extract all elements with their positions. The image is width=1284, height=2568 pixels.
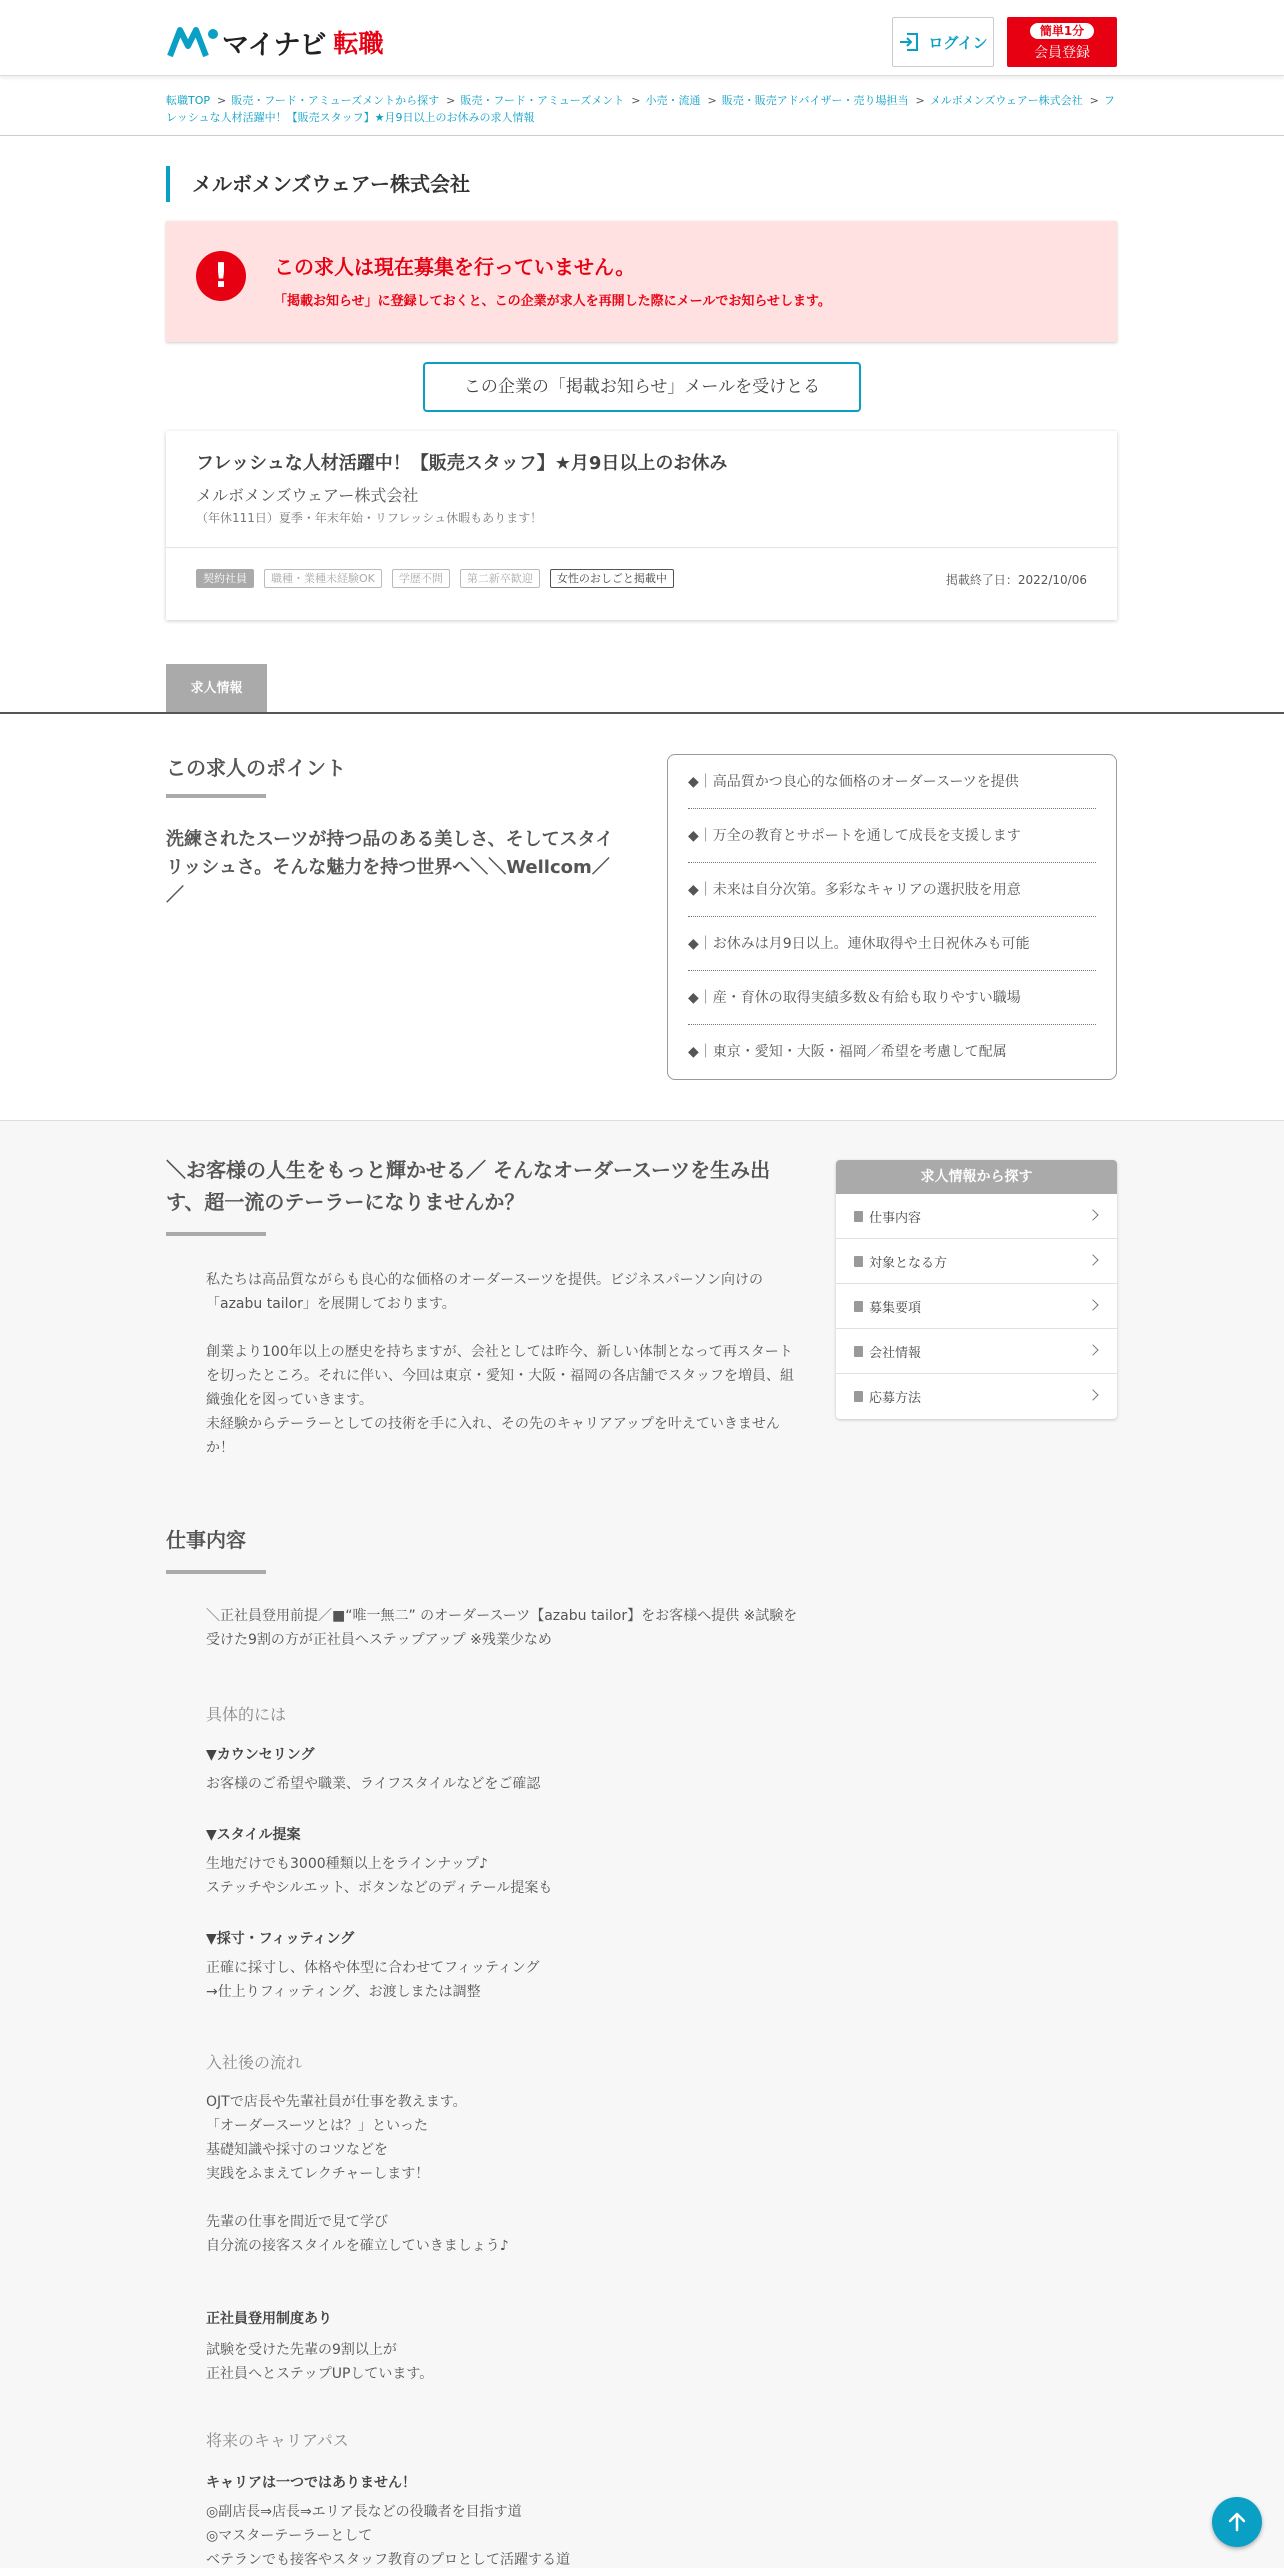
tag-second-grad: 第二新卒歓迎 bbox=[460, 569, 540, 588]
style-text: ステッチやシルエット、ボタンなどのディテール提案も bbox=[206, 1880, 553, 1896]
breadcrumb-item[interactable]: 転職TOP bbox=[166, 94, 211, 107]
tag-no-experience: 職種・業種未経験OK bbox=[264, 569, 382, 588]
breadcrumb-divider bbox=[0, 135, 1284, 136]
heading-underline bbox=[166, 1570, 266, 1574]
breadcrumb-item[interactable]: 販売・フード・アミューズメント bbox=[460, 94, 625, 107]
logo-subtext: 転職 bbox=[333, 29, 384, 58]
regular-text: 正社員へとステップUPしています。 bbox=[206, 2366, 434, 2382]
chevron-right-icon bbox=[1087, 1209, 1098, 1220]
mynavi-logo-icon bbox=[166, 24, 220, 60]
document-icon bbox=[854, 1301, 863, 1312]
fitting-text: 正確に採寸し、体格や体型に合わせてフィッティング bbox=[206, 1960, 540, 1976]
chevron-right-icon bbox=[1087, 1299, 1098, 1310]
breadcrumb-separator: > bbox=[915, 94, 925, 107]
register-badge: 簡単1分 bbox=[1030, 23, 1094, 39]
sidebar-item-requirements[interactable] bbox=[836, 1284, 1117, 1329]
company-heading: メルボメンズウェアー株式会社 bbox=[166, 166, 470, 202]
login-icon bbox=[898, 31, 920, 53]
document-icon bbox=[854, 1391, 863, 1402]
back-to-top-button[interactable] bbox=[1212, 2497, 1262, 2547]
breadcrumb-separator: > bbox=[217, 94, 227, 107]
breadcrumb-separator: > bbox=[446, 94, 456, 107]
sidebar-item-target[interactable] bbox=[836, 1239, 1117, 1284]
point-item: ◆｜お休みは月9日以上。連休取得や土日祝休みも可能 bbox=[688, 917, 1096, 971]
job-tags bbox=[196, 569, 674, 588]
breadcrumb-item[interactable]: 販売・販売アドバイザー・売り場担当 bbox=[721, 94, 909, 107]
flow-text: 基礎知識や採寸のコツなどを bbox=[206, 2142, 388, 2158]
chevron-right-icon bbox=[1087, 1389, 1098, 1400]
sidebar-item-label: 仕事内容 bbox=[869, 1210, 922, 1226]
flow-heading: 入社後の流れ bbox=[206, 2053, 303, 2072]
chevron-right-icon bbox=[1087, 1254, 1098, 1265]
career-text: ◎副店長⇒店長⇒エリア長などの役職者を目指す道 bbox=[206, 2504, 522, 2520]
counseling-text: お客様のご希望や職業、ライフスタイルなどをご確認 bbox=[206, 1776, 541, 1792]
job-title: フレッシュな人材活躍中！【販売スタッフ】★月9日以上のお休み bbox=[196, 453, 728, 474]
regular-heading: 正社員登用制度あり bbox=[206, 2311, 332, 2327]
sidebar-item-apply[interactable] bbox=[836, 1374, 1117, 1419]
point-item: ◆｜高品質かつ良心的な価格のオーダースーツを提供 bbox=[688, 755, 1096, 809]
points-lead: 洗練されたスーツが持つ品のある美しさ、そしてスタイリッシュさ。そんな魅力を持つ世界へ＼＼Wellcom／／ bbox=[166, 829, 614, 906]
logo-text: マイナビ bbox=[222, 29, 326, 61]
style-text: 生地だけでも3000種類以上をラインナップ♪ bbox=[206, 1856, 488, 1872]
sidebar-item-label: 対象となる方 bbox=[869, 1255, 948, 1271]
style-heading: ▼スタイル提案 bbox=[206, 1827, 301, 1843]
point-item: ◆｜未来は自分次第。多彩なキャリアの選択肢を用意 bbox=[688, 863, 1096, 917]
points-list bbox=[667, 754, 1117, 1080]
document-icon bbox=[854, 1256, 863, 1267]
point-item: ◆｜東京・愛知・大阪・福岡／希望を考慮して配属 bbox=[688, 1044, 1007, 1060]
tab-divider bbox=[0, 712, 1284, 714]
arrow-up-icon bbox=[1225, 2510, 1249, 2534]
breadcrumb-current: フレッシュな人材活躍中！【販売スタッフ】★月9日以上のお休みの求人情報 bbox=[166, 94, 1115, 124]
breadcrumb bbox=[166, 92, 1116, 126]
sidebar-item-label: 応募方法 bbox=[869, 1391, 922, 1406]
closed-alert bbox=[166, 221, 1117, 342]
work-heading: 仕事内容 bbox=[166, 1528, 246, 1552]
career-text: ◎マスターテーラーとして bbox=[206, 2528, 373, 2544]
sidebar-item-work[interactable] bbox=[836, 1194, 1117, 1239]
breadcrumb-separator: > bbox=[1089, 94, 1099, 107]
notify-mail-button[interactable]: この企業の「掲載お知らせ」メールを受けとる bbox=[423, 362, 861, 412]
sidebar-item-label: 募集要項 bbox=[869, 1300, 922, 1316]
career-text: ベテランでも接客やスタッフ教育のプロとして活躍する道 bbox=[206, 2552, 570, 2568]
fitting-text: →仕上りフィッティング、お渡しまたは調整 bbox=[206, 1984, 481, 2000]
flow-text: 自分流の接客スタイルを確立していきましょう♪ bbox=[206, 2238, 509, 2254]
document-icon bbox=[854, 1346, 863, 1357]
chevron-right-icon bbox=[1087, 1344, 1098, 1355]
specific-heading: 具体的には bbox=[206, 1705, 287, 1724]
career-heading: 将来のキャリアパス bbox=[206, 2431, 349, 2450]
register-label: 会員登録 bbox=[1034, 44, 1090, 61]
alert-title: この求人は現在募集を行っていません。 bbox=[274, 255, 636, 279]
intro-paragraph: 創業より100年以上の歴史を持ちますが、会社としては昨今、新しい体制となって再スタートを切ったところ。それに伴い、今回は東京・愛知・大阪・福岡の各店舗でスタッフを増員、組織強化を図っていきます。 bbox=[206, 1344, 794, 1408]
breadcrumb-item[interactable]: 販売・フード・アミューズメントから探す bbox=[231, 94, 440, 107]
register-button[interactable] bbox=[1007, 17, 1117, 67]
fitting-heading: ▼採寸・フィッティング bbox=[206, 1931, 355, 1947]
tag-no-education: 学歴不問 bbox=[392, 569, 450, 588]
login-label: ログイン bbox=[928, 33, 988, 52]
intro-heading: ＼お客様の人生をもっと輝かせる／ そんなオーダースーツを生み出す、超一流のテーラーになりませんか？ bbox=[166, 1158, 771, 1214]
end-date: 掲載終了日：2022/10/06 bbox=[945, 573, 1087, 587]
sidebar-item-company[interactable] bbox=[836, 1329, 1117, 1374]
card-divider bbox=[166, 547, 1117, 548]
tag-employment-type: 契約社員 bbox=[196, 569, 254, 588]
tab-job-info[interactable]: 求人情報 bbox=[166, 664, 267, 713]
mynavi-logo[interactable] bbox=[166, 22, 383, 62]
heading-underline bbox=[166, 1232, 266, 1236]
flow-text: OJTで店長や先輩社員が仕事を教えます。 bbox=[206, 2094, 467, 2110]
heading-underline bbox=[166, 794, 266, 798]
breadcrumb-item[interactable]: 小売・流通 bbox=[645, 94, 701, 107]
career-subheading: キャリアは一つではありません！ bbox=[206, 2475, 416, 2491]
tag-women-job: 女性のおしごと掲載中 bbox=[550, 569, 674, 588]
login-button[interactable] bbox=[892, 17, 994, 67]
flow-text: 「オーダースーツとは？」といった bbox=[206, 2118, 429, 2134]
regular-text: 試験を受けた先輩の9割以上が bbox=[206, 2342, 397, 2358]
breadcrumb-separator: > bbox=[707, 94, 717, 107]
flow-text: 先輩の仕事を間近で見て学び bbox=[206, 2214, 388, 2230]
point-item: ◆｜産・育休の取得実績多数＆有給も取りやすい職場 bbox=[688, 971, 1096, 1025]
job-company: メルボメンズウェアー株式会社 bbox=[196, 486, 419, 505]
work-lead: ＼正社員登用前提／■“唯一無二” のオーダースーツ【azabu tailor】をお客様へ提供 ※試験を受けた9割の方が正社員へステップアップ ※残業少なめ bbox=[206, 1608, 798, 1648]
counseling-heading: ▼カウンセリング bbox=[206, 1747, 315, 1763]
intro-paragraph: 私たちは高品質ながらも良心的な価格のオーダースーツを提供。ビジネスパーソン向けの「azabu tailor」を展開しております。 bbox=[206, 1272, 764, 1312]
intro-paragraph: 未経験からテーラーとしての技術を手に入れ、その先のキャリアアップを叶えていきませんか！ bbox=[206, 1416, 780, 1456]
flow-text: 実践をふまえてレクチャーします！ bbox=[206, 2166, 430, 2182]
sidebar-item-label: 会社情報 bbox=[869, 1345, 922, 1361]
job-info-sidebar bbox=[836, 1160, 1117, 1419]
job-description: （年休111日）夏季・年末年始・リフレッシュ休暇もあります！ bbox=[196, 511, 543, 525]
sidebar-heading: 求人情報から探す bbox=[836, 1160, 1117, 1194]
point-item: ◆｜万全の教育とサポートを通して成長を支援します bbox=[688, 809, 1096, 863]
exclamation-icon: ! bbox=[196, 251, 246, 301]
points-heading: この求人のポイント bbox=[166, 756, 346, 780]
breadcrumb-item[interactable]: メルボメンズウェアー株式会社 bbox=[929, 94, 1083, 107]
job-card bbox=[166, 431, 1117, 620]
site-header bbox=[0, 0, 1284, 76]
breadcrumb-separator: > bbox=[631, 94, 641, 107]
document-icon bbox=[854, 1211, 863, 1222]
alert-message: 「掲載お知らせ」に登録しておくと、この企業が求人を再開した際にメールでお知らせします。 bbox=[274, 294, 831, 309]
